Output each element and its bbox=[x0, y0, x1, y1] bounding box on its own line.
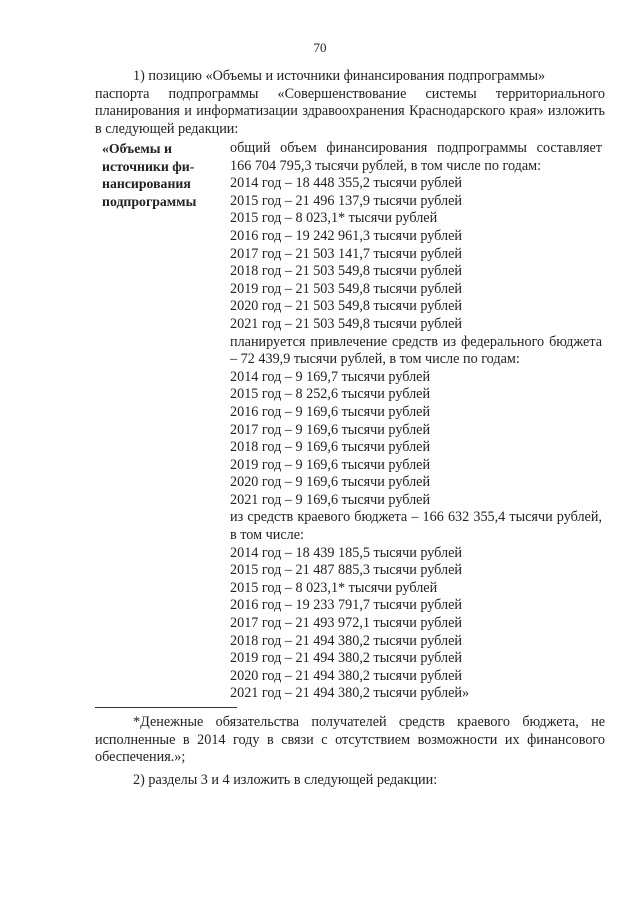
table-value-column bbox=[230, 140, 602, 703]
federal-year-line: 2015 год – 8 252,6 тысячи рублей bbox=[230, 386, 431, 403]
regional-funding-text: из средств краевого бюджета – 166 632 355,4 тысячи рублей, в том числе: bbox=[230, 509, 602, 544]
footnote-text: *Денежные обязательства получателей средств краевого бюджета, не исполненные в 2014 году в связи с отсутствием возможности их финансового обеспечения.»; bbox=[95, 714, 605, 766]
regional-year-line: 2015 год – 21 487 885,3 тысячи рублей bbox=[230, 562, 462, 579]
label-line: «Объемы и bbox=[102, 141, 172, 156]
regional-year-line: 2016 год – 19 233 791,7 тысячи рублей bbox=[230, 597, 462, 614]
regional-year-line: 2017 год – 21 493 972,1 тысячи рублей bbox=[230, 615, 462, 632]
regional-year-line: 2018 год – 21 494 380,2 тысячи рублей bbox=[230, 632, 462, 649]
federal-year-line: 2014 год – 9 169,7 тысячи рублей bbox=[230, 368, 431, 385]
intro-rest: паспорта подпрограммы «Совершенствование системы территориального планирования и информатизации здравоохранения Краснодарского края» изложить в следующей редакции: bbox=[95, 85, 605, 137]
intro-line-1: 1) позицию «Объемы и источники финансирования подпрограммы» bbox=[133, 68, 546, 84]
regional-year-line: 2014 год – 18 439 185,5 тысячи рублей bbox=[230, 544, 462, 561]
total-year-line: 2017 год – 21 503 141,7 тысячи рублей bbox=[230, 245, 462, 262]
federal-year-line: 2017 год – 9 169,6 тысячи рублей bbox=[230, 421, 431, 438]
federal-year-line: 2020 год – 9 169,6 тысячи рублей bbox=[230, 474, 431, 491]
total-year-line: 2019 год – 21 503 549,8 тысячи рублей bbox=[230, 280, 462, 297]
intro-paragraph bbox=[95, 68, 605, 138]
federal-year-line: 2021 год – 9 169,6 тысячи рублей bbox=[230, 491, 431, 508]
regional-year-line: 2021 год – 21 494 380,2 тысячи рублей» bbox=[230, 685, 470, 702]
total-year-line: 2015 год – 21 496 137,9 тысячи рублей bbox=[230, 192, 462, 209]
total-year-line: 2015 год – 8 023,1* тысячи рублей bbox=[230, 210, 438, 227]
section-2-heading: 2) разделы 3 и 4 изложить в следующей редакции: bbox=[133, 772, 438, 788]
federal-year-line: 2016 год – 9 169,6 тысячи рублей bbox=[230, 403, 431, 420]
federal-year-line: 2018 год – 9 169,6 тысячи рублей bbox=[230, 439, 431, 456]
label-line: источники фи- bbox=[102, 158, 195, 174]
label-line: нансирования bbox=[102, 176, 191, 192]
total-year-line: 2014 год – 18 448 355,2 тысячи рублей bbox=[230, 175, 462, 192]
total-year-line: 2016 год – 19 242 961,3 тысячи рублей bbox=[230, 227, 462, 244]
footnote-divider bbox=[95, 707, 237, 708]
federal-year-line: 2019 год – 9 169,6 тысячи рублей bbox=[230, 456, 431, 473]
total-year-line: 2021 год – 21 503 549,8 тысячи рублей bbox=[230, 315, 462, 332]
total-year-line: 2020 год – 21 503 549,8 тысячи рублей bbox=[230, 298, 462, 315]
total-year-line: 2018 год – 21 503 549,8 тысячи рублей bbox=[230, 263, 462, 280]
table-label-column bbox=[102, 140, 222, 210]
page-number: 70 bbox=[313, 40, 327, 55]
federal-funding-text: планируется привлечение средств из федерального бюджета – 72 439,9 тысячи рублей, в том числе по годам: bbox=[230, 333, 602, 368]
label-line: подпрограммы bbox=[102, 193, 197, 209]
regional-year-line: 2020 год – 21 494 380,2 тысячи рублей bbox=[230, 667, 462, 684]
regional-year-line: 2015 год – 8 023,1* тысячи рублей bbox=[230, 579, 438, 596]
regional-year-line: 2019 год – 21 494 380,2 тысячи рублей bbox=[230, 650, 462, 667]
total-funding-text: общий объем финансирования подпрограммы составляет 166 704 795,3 тысячи рублей, в том числе по годам: bbox=[230, 140, 602, 174]
